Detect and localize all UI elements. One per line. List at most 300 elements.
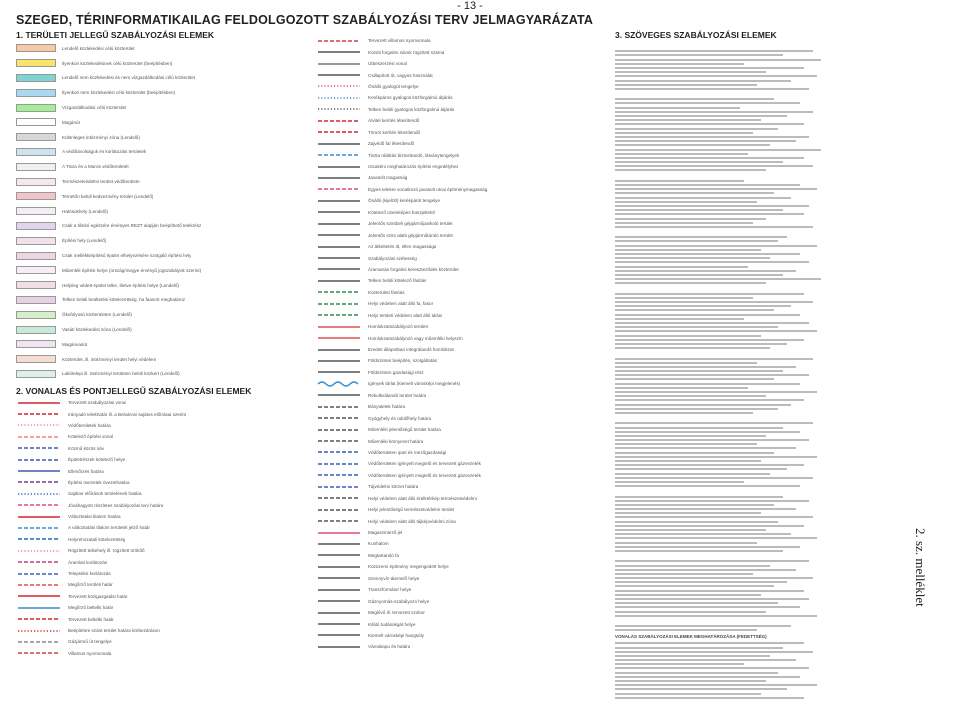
legend-swatch: [16, 89, 56, 97]
text-line: [615, 59, 821, 61]
legend-line-symbol: [316, 48, 362, 56]
legend-label: Csak a tilinkó egészére érvényes REZT alapján beépíthető telekrész: [62, 223, 202, 229]
legend-row: [316, 229, 596, 240]
legend-row: [316, 641, 596, 652]
legend-label: Védőterületen igényelt megtelő és tervezett gázvezeték: [368, 472, 481, 478]
legend-row: [16, 130, 306, 145]
legend-row: [16, 511, 306, 522]
legend-label: A változtatási tilalom területét jelző határ: [68, 525, 150, 531]
legend-label: Kötelező üzemképes büszjeltelöl: [368, 209, 435, 215]
text-line: [615, 537, 817, 539]
legend-label: Települési korlátozás: [68, 571, 111, 577]
text-line: [615, 431, 800, 433]
legend-row: [16, 443, 306, 454]
legend-swatch: [16, 326, 56, 334]
legend-label: Földszintes beépítés, szolgáltatás: [368, 358, 437, 364]
text-line: [615, 245, 817, 247]
legend-row: [16, 115, 306, 130]
text-line: [615, 573, 753, 575]
legend-row: [16, 189, 306, 204]
text-line: [615, 136, 809, 138]
legend-row: [316, 115, 596, 126]
legend-swatch: [16, 74, 56, 82]
legend-line-symbol: [316, 151, 362, 159]
text-line: [615, 374, 809, 376]
legend-row: [316, 184, 596, 195]
legend-row: [316, 607, 596, 618]
legend-line-symbol: [316, 574, 362, 582]
legend-label: Városkapu és határa: [368, 644, 411, 650]
legend-line-symbol: [316, 631, 362, 639]
legend-line-symbol: [316, 540, 362, 548]
text-line: [615, 326, 778, 328]
legend-line-symbol: [316, 586, 362, 594]
legend-line-symbol: [16, 615, 62, 623]
legend-label: Építési hely (Lendelő): [62, 238, 107, 244]
text-line: [615, 119, 761, 121]
legend-row: [316, 412, 596, 423]
text-line: [615, 67, 804, 69]
legend-row: [316, 458, 596, 469]
text-line: [615, 362, 757, 364]
legend-row: [316, 447, 596, 458]
text-line: [615, 192, 774, 194]
legend-row: [16, 367, 306, 382]
text-line: [615, 651, 813, 653]
legend-label: Eredeti állapotban integrálandó homlokzat: [368, 347, 454, 353]
legend-row: [316, 298, 596, 309]
legend-label: Védőterületen igényelt megtelő és tervezett gázvezeték: [368, 461, 481, 467]
text-line: [615, 496, 783, 498]
legend-label: A Tisza és a Maros védőterületét: [62, 164, 129, 170]
legend-label: Közúti forgalmi sávok rögzített száma: [368, 49, 445, 55]
legend-row: [316, 81, 596, 92]
legend-line-symbol: [316, 140, 362, 148]
legend-label: Temetőn belüli kedvezmény terület (Lendelő): [62, 193, 154, 199]
text-line: [615, 257, 770, 259]
text-line: [615, 107, 740, 109]
legend-row: [316, 561, 596, 572]
text-line: [615, 468, 787, 470]
text-line: [615, 500, 809, 502]
legend-label: Kunhalom: [368, 541, 389, 547]
legend-line-symbol: [316, 197, 362, 205]
legend-row: [316, 321, 596, 332]
legend-swatch: [16, 311, 56, 319]
legend-row: [316, 618, 596, 629]
legend-row: [316, 252, 596, 263]
legend-row: [316, 104, 596, 115]
legend-swatch: [16, 340, 56, 348]
legend-row: [316, 515, 596, 526]
legend-label: Tervezett szabályozási vonal: [68, 400, 127, 406]
text-line: [615, 585, 774, 587]
section2-left-list: [16, 397, 306, 659]
text-line: [615, 560, 809, 562]
text-line: [615, 422, 813, 424]
legend-row: [316, 378, 596, 389]
text-line: [615, 387, 748, 389]
text-line: [615, 439, 809, 441]
legend-label: Lendelő nem közlekedési és nem vízgazdálkodási célú közterület: [62, 75, 196, 81]
legend-line-symbol: [316, 494, 362, 502]
legend-label: Épületrészek kötelező helye: [68, 457, 126, 463]
legend-line-symbol: [316, 414, 362, 422]
legend-label: Rekultiválandó terület határa: [368, 392, 427, 398]
legend-label: Lendelő közlekedési célú közterület: [62, 45, 135, 51]
legend-line-symbol: [316, 265, 362, 273]
text-line: [615, 529, 766, 531]
legend-line-symbol: [16, 478, 62, 486]
text-line: [615, 569, 796, 571]
text-line: [615, 391, 817, 393]
text-line: [615, 533, 791, 535]
legend-line-symbol: [316, 506, 362, 514]
legend-label: Műemlék építési helye (ország/megye érvényű jogszabályok szerint): [62, 267, 202, 273]
legend-swatch: [16, 355, 56, 363]
legend-label: Helyi védelem alatt álló értéktérkép természetvédelmi: [368, 495, 477, 501]
text-line: [615, 314, 800, 316]
legend-line-symbol: [16, 524, 62, 532]
legend-line-symbol: [16, 638, 62, 646]
text-line: [615, 546, 800, 548]
legend-line-symbol: [316, 448, 362, 456]
text-line: [615, 378, 774, 380]
legend-label: Csillapított út, vagyos használat: [368, 72, 433, 78]
text-line: [615, 594, 761, 596]
legend-row: [16, 233, 306, 248]
text-line: [615, 102, 800, 104]
legend-label: Védőterületek határa: [68, 422, 111, 428]
legend-label: Telken belüli gyalogos közforgalmú átjárás: [368, 106, 455, 112]
text-line: [615, 663, 744, 665]
legend-line-symbol: [16, 570, 62, 578]
legend-line-symbol: [316, 460, 362, 468]
legend-line-symbol: [316, 357, 362, 365]
text-line: [615, 447, 796, 449]
text-line: [615, 236, 787, 238]
legend-label: Helyileg védett épület telke, illetve építési helye (Lendelő): [62, 282, 179, 288]
legend-line-symbol: [16, 513, 62, 521]
legend-label: Irányadó telekhatár ill. a Belvárosi sajátos előírásai szerint: [68, 411, 187, 417]
text-line: [615, 590, 804, 592]
text-line: [615, 581, 787, 583]
page-number: - 13 -: [457, 0, 483, 12]
legend-row: [316, 401, 596, 412]
legend-row: [316, 172, 596, 183]
text-line: [615, 399, 804, 401]
text-line: [615, 383, 800, 385]
text-gap: [615, 174, 830, 178]
legend-line-symbol: [316, 391, 362, 399]
legend-label: Megőrző területi határ: [68, 582, 113, 588]
legend-line-symbol: [316, 471, 362, 479]
legend-label: Műemléki jelentőségű terület határa: [368, 427, 441, 433]
legend-label: Egyes telekre vonatkozó javasolt utcai építménymagasság: [368, 186, 488, 192]
legend-label: Utcakéni meghatározás építési engedélyhez: [368, 164, 459, 170]
legend-line-symbol: [316, 37, 362, 45]
section3-subheading: VONALAS SZABÁLYOZÁSI ELEMEK MEGHATÁROZÁSA (FEDETTSÉG): [615, 634, 767, 640]
text-line: [615, 358, 813, 360]
legend-label: Jelentős szint alatti gépjárműtároló terület: [368, 232, 453, 238]
legend-label: Beépítésre szánt terület határa körbezáráson: [68, 628, 160, 633]
text-line: [615, 688, 787, 690]
text-line: [615, 343, 787, 345]
legend-row: [316, 481, 596, 492]
legend-row: [16, 556, 306, 567]
legend-row: [316, 332, 596, 343]
legend-line-symbol: [16, 421, 62, 429]
legend-label: Kiemelt városképi hangsúly: [368, 632, 424, 638]
legend-label: Gyógyhely és üdülőhely határa: [368, 415, 432, 421]
text-line: [615, 464, 804, 466]
text-gap: [615, 619, 830, 623]
legend-label: Kilátó tudásokgát helye: [368, 621, 416, 627]
text-gap: [615, 230, 830, 234]
legend-label: Tiszta ráláttás biztosítandó, látványtengelyek: [368, 152, 460, 158]
legend-label: Változtatási tilalom határa: [68, 514, 121, 520]
text-line: [615, 305, 791, 307]
text-line: [615, 516, 813, 518]
text-line: [615, 521, 778, 523]
legend-line-symbol: [16, 399, 62, 407]
legend-row: [316, 241, 596, 252]
text-line: [615, 427, 783, 429]
legend-label: Közterület, ill. intézményi terület helyi védelem: [62, 356, 157, 362]
legend-line-symbol: [316, 620, 362, 628]
legend-row: [16, 420, 306, 431]
legend-row: [316, 630, 596, 641]
legend-row: [16, 477, 306, 488]
legend-row: [316, 424, 596, 435]
legend-swatch: [16, 178, 56, 186]
legend-line-symbol: [316, 426, 362, 434]
legend-row: [16, 248, 306, 263]
legend-line-symbol: [316, 403, 362, 411]
text-line: [615, 408, 778, 410]
legend-row: [16, 159, 306, 174]
legend-row: [316, 390, 596, 401]
legend-label: Műemléki környezet határa: [368, 438, 424, 444]
text-line: [615, 508, 796, 510]
text-line: [615, 226, 813, 228]
legend-row: [16, 219, 306, 234]
legend-row: [16, 293, 306, 308]
legend-line-symbol: [316, 163, 362, 171]
text-line: [615, 84, 757, 86]
legend-label: Ellenőrzés határa: [68, 468, 104, 474]
legend-label: Magánút: [62, 119, 80, 125]
page-title: SZEGED, TÉRINFORMATIKAILAG FELDOLGOZOTT SZABÁLYOZÁSI TERV JELMAGYARÁZATA: [16, 13, 594, 27]
legend-label: Szabályozási szélesség: [368, 255, 417, 261]
text-line: [615, 550, 783, 552]
text-line: [615, 205, 809, 207]
legend-label: Kerékpáros gyalogos közforgalmú átjárás: [368, 95, 453, 101]
text-line: [615, 98, 774, 100]
legend-line-symbol: [16, 592, 62, 600]
legend-row: [316, 355, 596, 366]
text-line: [615, 293, 804, 295]
legend-line-symbol: [316, 311, 362, 319]
text-line: [615, 266, 748, 268]
legend-row: [16, 465, 306, 476]
text-line: [615, 213, 804, 215]
legend-label: Telken belüli beültetési kötelezettség, ha faasort meghatároz: [62, 297, 186, 303]
text-line: [615, 456, 817, 458]
legend-label: Áramanás forgalmi kereszteződés közterület: [368, 266, 459, 272]
legend-line-symbol: [316, 529, 362, 537]
legend-label: Hatósokhely (Lendelő): [62, 208, 108, 214]
legend-row: [316, 550, 596, 561]
text-line: [615, 335, 761, 337]
legend-line-symbol: [16, 547, 62, 555]
text-line: [615, 270, 796, 272]
text-line: [615, 477, 813, 479]
legend-row: [316, 367, 596, 378]
legend-line-symbol: [316, 437, 362, 445]
text-line: [615, 261, 809, 263]
legend-line-symbol: [16, 604, 62, 612]
text-line: [615, 132, 753, 134]
legend-line-symbol: [16, 649, 62, 657]
text-gap: [615, 351, 830, 355]
legend-label: Tervezett villamos nyomvonala: [368, 38, 431, 44]
text-line: [615, 481, 744, 483]
legend-label: Tervezett beltelki határ: [68, 616, 114, 622]
text-line: [615, 611, 766, 613]
legend-swatch: [16, 207, 56, 215]
text-line: [615, 301, 813, 303]
section2-heading: 2. VONALAS ÉS PONTJELLEGŰ SZABÁLYOZÁSI ELEMEK: [16, 386, 252, 396]
legend-line-symbol: [16, 456, 62, 464]
legend-row: [16, 352, 306, 367]
legend-swatch: [16, 118, 56, 126]
text-gap: [615, 554, 830, 558]
legend-row: [16, 431, 306, 442]
text-line: [615, 625, 791, 627]
text-line: [615, 672, 778, 674]
legend-label: Meglévő ill. tervezett szobor: [368, 610, 425, 616]
text-line: [615, 153, 748, 155]
legend-label: Helyi jelentőségű természetvédelmi terület: [368, 507, 455, 513]
legend-label: Transzformátor helye: [368, 587, 412, 593]
text-line: [615, 184, 800, 186]
text-line: [615, 615, 817, 617]
legend-row: [316, 504, 596, 515]
legend-swatch: [16, 59, 56, 67]
legend-row: [16, 337, 306, 352]
legend-line-symbol: [316, 128, 362, 136]
text-line: [615, 149, 821, 151]
text-line: [615, 188, 817, 190]
legend-line-symbol: [16, 558, 62, 566]
text-line: [615, 655, 770, 657]
text-gap: [615, 489, 830, 493]
legend-row: [316, 344, 596, 355]
text-line: [615, 404, 791, 406]
legend-swatch: [16, 281, 56, 289]
legend-label: Ilyenkori közlekedésinek célú közterület (beépítésben): [62, 60, 173, 66]
legend-line-symbol: [316, 597, 362, 605]
legend-row: [16, 636, 306, 647]
legend-line-symbol: [16, 410, 62, 418]
legend-label: Sajátos előírások területének határa: [68, 491, 142, 497]
legend-row: [316, 584, 596, 595]
text-line: [615, 63, 744, 65]
legend-row: [16, 85, 306, 100]
legend-row: [16, 56, 306, 71]
text-line: [615, 50, 813, 52]
legend-swatch: [16, 163, 56, 171]
legend-row: [16, 454, 306, 465]
legend-line-symbol: [316, 323, 362, 331]
section2-right-list: [316, 35, 596, 653]
legend-row: [316, 264, 596, 275]
text-line: [615, 197, 791, 199]
legend-swatch: [16, 104, 56, 112]
text-line: [615, 577, 813, 579]
text-line: [615, 684, 817, 686]
legend-line-symbol: [316, 60, 362, 68]
legend-row: [16, 100, 306, 115]
text-line: [615, 140, 796, 142]
legend-line-symbol: [316, 82, 362, 90]
legend-label: Útbeszerzési vonal: [368, 61, 407, 67]
legend-label: Lakótelepi ill. intézményi területen belüli közkert (Lendelő): [62, 371, 180, 377]
legend-swatch: [16, 148, 56, 156]
legend-line-symbol: [316, 208, 362, 216]
legend-label: Megtartandó fa: [368, 552, 399, 558]
side-label: 2. sz. melléklet: [913, 528, 928, 607]
legend-label: Zajvédő fal létesítendő: [368, 141, 415, 147]
text-line: [615, 218, 766, 220]
legend-row: [316, 310, 596, 321]
legend-row: [316, 69, 596, 80]
legend-swatch: [16, 222, 56, 230]
legend-label: Kötelező építési vonal: [68, 434, 113, 440]
text-line: [615, 88, 809, 90]
legend-row: [316, 58, 596, 69]
legend-label: Csak mellékkiépítésű épület elhelyezésére szolgáló építési hely: [62, 253, 192, 259]
legend-row: [16, 591, 306, 602]
legend-line-symbol: [16, 501, 62, 509]
legend-line-symbol: [316, 174, 362, 182]
legend-row: [316, 195, 596, 206]
text-line: [615, 161, 783, 163]
legend-label: A védőtávolságok és korlátozási területek: [62, 149, 147, 155]
legend-row: [16, 307, 306, 322]
legend-label: Földszinten gazdasági rész: [368, 369, 424, 375]
text-line: [615, 80, 791, 82]
legend-label: Magaszintező jel: [368, 530, 403, 536]
legend-row: [316, 287, 596, 298]
legend-label: Magánvasút: [62, 341, 88, 347]
legend-row: [316, 207, 596, 218]
text-line: [615, 75, 817, 77]
legend-label: Gáznyomás-szabályozó helye: [368, 598, 430, 604]
legend-row: [16, 613, 306, 624]
text-line: [615, 642, 804, 644]
legend-label: Önálló (kijelölt) kerékpárút tengelye: [368, 198, 441, 204]
legend-row: [316, 127, 596, 138]
legend-row: [316, 149, 596, 160]
text-line: [615, 504, 774, 506]
section3-heading: 3. SZÖVEGES SZABÁLYOZÁSI ELEMEK: [615, 30, 777, 40]
legend-line-symbol: [316, 380, 362, 388]
legend-label: Tájvédelmi körzet határa: [368, 484, 419, 490]
legend-line-symbol: [16, 490, 62, 498]
legend-row: [316, 538, 596, 549]
